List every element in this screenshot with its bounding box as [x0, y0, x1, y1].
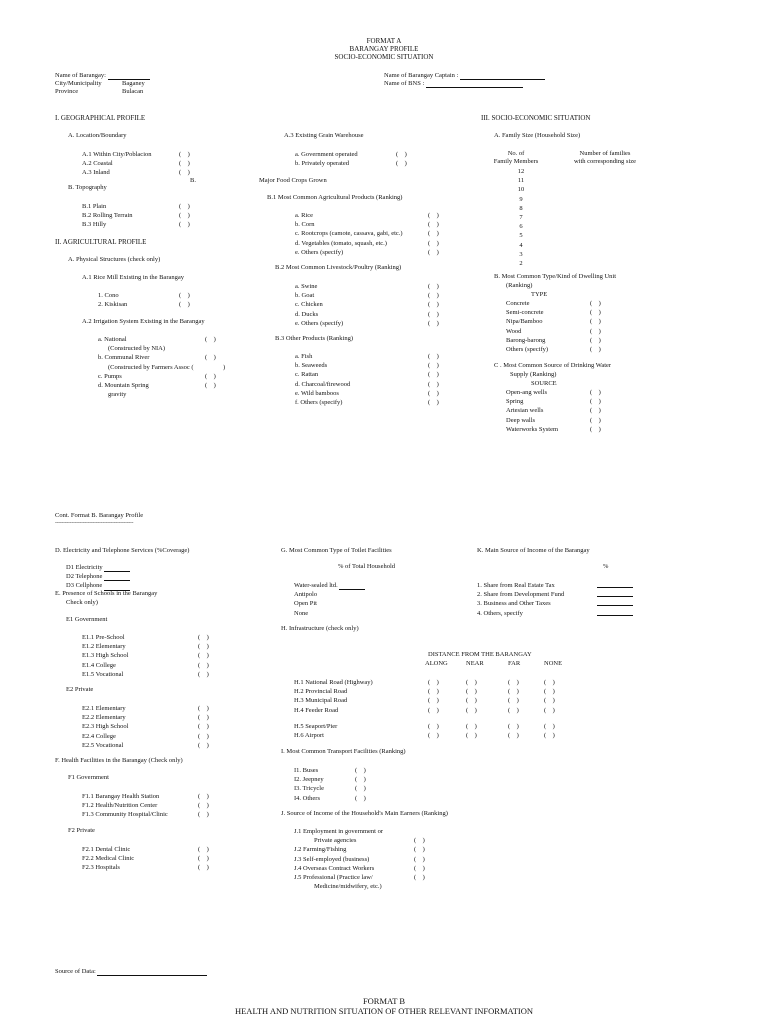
source-field[interactable] [97, 969, 207, 976]
list-item: b. Communal River ( ) [98, 354, 216, 362]
h-col-far: FAR [508, 660, 521, 667]
socio-col1a: No. of [507, 150, 525, 157]
table-row: H.4 Feeder Road ( ) ( ) ( ) ( ) [294, 706, 555, 714]
checkbox[interactable]: ( ) [590, 336, 601, 344]
list-item: Water-sealed ltd. [294, 581, 365, 590]
g-list [294, 581, 365, 618]
mid-b3-list [295, 352, 455, 407]
mid-major: Major Food Crops Grown [259, 177, 327, 184]
list-item: 3. Business and Other Taxes [477, 599, 637, 608]
agri-a1: A.1 Rice Mill Existing in the Barangay [82, 274, 184, 281]
checkbox[interactable]: ( ) [428, 310, 439, 318]
checkbox[interactable]: ( ) [396, 151, 407, 158]
agri-a2-list [98, 335, 238, 399]
checkbox[interactable]: ( ) [355, 794, 366, 802]
checkbox[interactable]: ( ) [428, 239, 439, 247]
list-item: Private agencies ( ) [314, 837, 425, 845]
mid-b1: B.1 Most Common Agricultural Products (Ranking) [267, 194, 403, 201]
checkbox[interactable]: ( ) [414, 874, 425, 882]
checkbox[interactable]: ( ) [179, 292, 190, 299]
checkbox[interactable]: ( ) [198, 714, 209, 722]
socio-b2: (Ranking) [506, 282, 533, 289]
list-item: J.1 Employment in government or [294, 828, 384, 835]
list-item: E2.1 Elementary ( ) [82, 705, 209, 712]
cont-label: Cont. Format B. Barangay Profile [55, 512, 144, 519]
checkbox[interactable]: ( ) [179, 160, 190, 168]
sec-g: G. Most Common Type of Toilet Facilities [281, 547, 392, 554]
family-size-list [511, 167, 531, 268]
list-item: I2. Jeepney ( ) [294, 776, 366, 784]
checkbox[interactable]: ( ) [355, 776, 366, 784]
checkbox[interactable]: ( ) [590, 300, 601, 307]
geo-b-stray: B. [190, 177, 196, 184]
list-item: Barong-barong ( ) [506, 336, 601, 344]
table-row: H.6 Airport ( ) ( ) ( ) ( ) [294, 732, 555, 740]
list-item: Artesian wells ( ) [506, 407, 601, 415]
list-item: B.2 Rolling Terrain ( ) [82, 212, 190, 220]
percent-field[interactable] [597, 590, 633, 597]
list-item: 4. Others, specify [477, 609, 637, 618]
list-item: B.3 Hilly ( ) [82, 221, 190, 229]
checkbox[interactable]: ( ) [179, 221, 190, 229]
size-row: 2 [519, 260, 523, 268]
checkbox[interactable]: ( ) [544, 697, 555, 705]
list-item: D1 Electricity [66, 563, 130, 572]
size-row: 6 [519, 223, 523, 231]
checkbox[interactable]: ( ) [428, 371, 439, 379]
list-item: b. Goat ( ) [295, 292, 439, 300]
list-item: f. Others (specify) ( ) [295, 399, 439, 407]
list-item: J.4 Overseas Contract Workers ( ) [294, 864, 425, 872]
barangay-name-field[interactable] [108, 73, 150, 80]
province-label: Province [55, 88, 79, 95]
checkbox[interactable]: ( ) [508, 688, 519, 696]
checkbox[interactable]: ( ) [205, 382, 216, 390]
list-item: None [294, 609, 309, 617]
checkbox[interactable]: ( ) [544, 723, 555, 730]
checkbox[interactable]: ( ) [590, 389, 601, 396]
list-item: E1.1 Pre-School ( ) [82, 634, 209, 641]
checkbox[interactable]: ( ) [428, 732, 439, 740]
list-item: Medicine/midwifery, etc.) [314, 883, 382, 891]
list-item: a. Government operated ( ) [295, 151, 407, 158]
checkbox[interactable]: ( ) [198, 670, 209, 678]
cont-dash: ------------------------------------------------ [55, 520, 134, 526]
checkbox[interactable]: ( ) [466, 697, 477, 705]
f1-list [82, 792, 232, 820]
sec-e2: Check only) [66, 599, 98, 606]
socio-col2b: with corresponding size [573, 158, 637, 165]
checkbox[interactable]: ( ) [428, 706, 439, 714]
checkbox[interactable]: ( ) [428, 389, 439, 397]
list-item: c. Chicken ( ) [295, 301, 439, 309]
checkbox[interactable]: ( ) [466, 688, 477, 696]
list-item: I4. Others ( ) [294, 794, 366, 802]
size-row: 8 [519, 204, 523, 212]
checkbox[interactable]: ( ) [590, 407, 601, 415]
checkbox[interactable]: ( ) [428, 292, 439, 300]
geo-a: A. Location/Boundary [68, 132, 127, 139]
mid-b1-list [295, 211, 455, 257]
mid-b2-list [295, 282, 455, 328]
list-item: e. Others (specify) ( ) [295, 319, 439, 327]
checkbox[interactable]: ( ) [428, 283, 439, 290]
list-item: e. Wild bamboos ( ) [295, 389, 439, 397]
k-list [477, 581, 637, 618]
table-row: H.5 Seaport/Pier ( ) ( ) ( ) ( ) [294, 723, 555, 730]
checkbox[interactable]: ( ) [428, 688, 439, 696]
checkbox[interactable]: ( ) [198, 802, 209, 810]
checkbox[interactable]: ( ) [198, 652, 209, 660]
agri-a: A. Physical Structures (check only) [68, 256, 161, 263]
checkbox[interactable]: ( ) [544, 688, 555, 696]
socio-b: B. Most Common Type/Kind of Dwelling Unit [494, 273, 617, 280]
captain-field[interactable] [460, 73, 545, 80]
geo-title: I. GEOGRAPHICAL PROFILE [55, 114, 146, 122]
city-value: Baganey [122, 80, 145, 87]
checkbox[interactable]: ( ) [428, 679, 439, 686]
agri-a2: A.2 Irrigation System Existing in the Barangay [82, 318, 205, 325]
list-item: (Constructed by Farmers Assoc ( ) [108, 363, 226, 371]
checkbox[interactable]: ( ) [428, 248, 439, 256]
list-item: I1. Buses ( ) [294, 767, 366, 774]
checkbox[interactable]: ( ) [179, 212, 190, 220]
list-item: D3 Cellphone [66, 581, 130, 590]
e2-list [82, 704, 222, 750]
sec-e: E. Presence of Schools in the Barangay [55, 590, 158, 597]
checkbox[interactable]: ( ) [179, 301, 190, 309]
checkbox[interactable]: ( ) [590, 416, 601, 424]
checkbox[interactable]: ( ) [508, 697, 519, 705]
checkbox[interactable]: ( ) [466, 732, 477, 740]
list-item: gravity [108, 391, 127, 399]
checkbox[interactable]: ( ) [198, 705, 209, 712]
e1-list [82, 633, 222, 679]
list-item: E2.2 Elementary ( ) [82, 714, 209, 722]
sec-f2: F2 Private [68, 827, 95, 834]
list-item: E1.2 Elementary ( ) [82, 643, 209, 651]
checkbox[interactable]: ( ) [396, 160, 407, 168]
bns-label: Name of BNS : [384, 80, 523, 88]
list-item: c. Rootcrops (camote, cassava, gabi, etc.) ( ) [295, 230, 439, 238]
checkbox[interactable]: ( ) [590, 425, 601, 433]
percent-field[interactable] [597, 599, 633, 606]
list-item: (Constructed by NIA) [108, 345, 166, 353]
checkbox[interactable]: ( ) [590, 346, 601, 354]
list-item: A.3 Inland ( ) [82, 169, 190, 177]
sec-e2h: E2 Private [66, 686, 94, 693]
list-item: B.1 Plain ( ) [82, 203, 190, 210]
checkbox[interactable]: ( ) [355, 785, 366, 793]
checkbox[interactable]: ( ) [428, 399, 439, 407]
captain-label: Name of Barangay Captain : [384, 72, 545, 80]
checkbox[interactable]: ( ) [179, 151, 190, 158]
socio-type: TYPE [531, 291, 548, 298]
list-item: a. Rice ( ) [295, 212, 439, 219]
list-item: J.3 Self-employed (business) ( ) [294, 855, 425, 863]
size-row: 4 [519, 241, 523, 249]
socio-col2a: Number of families [579, 150, 631, 157]
h-col-near: NEAR [466, 660, 484, 667]
h-list [294, 678, 574, 715]
checkbox[interactable]: ( ) [466, 679, 477, 686]
list-item: A.1 Within City/Poblacion ( ) [82, 151, 190, 158]
percent-field[interactable] [597, 609, 633, 616]
list-item: F2.3 Hospitals ( ) [82, 864, 209, 872]
bns-field[interactable] [426, 81, 523, 88]
checkbox[interactable]: ( ) [198, 723, 209, 731]
table-row: H.2 Provincial Road ( ) ( ) ( ) ( ) [294, 688, 555, 696]
list-item: a. National ( ) [98, 336, 216, 343]
list-item: 2. Share from Development Fund [477, 590, 637, 599]
checkbox[interactable]: ( ) [508, 706, 519, 714]
list-item: D2 Telephone [66, 572, 130, 581]
percent-field[interactable] [597, 581, 633, 588]
list-item: Others (specify) ( ) [506, 346, 601, 354]
list-item: Semi-concrete ( ) [506, 309, 601, 317]
checkbox[interactable]: ( ) [414, 855, 425, 863]
list-item: J.5 Professional (Practice law/ ( ) [294, 874, 425, 882]
agri-a1-list [98, 291, 218, 309]
checkbox[interactable]: ( ) [198, 732, 209, 740]
checkbox[interactable]: ( ) [198, 661, 209, 669]
format-label: FORMAT A [366, 37, 402, 45]
h-list-2 [294, 722, 574, 740]
checkbox[interactable]: ( ) [198, 741, 209, 749]
sec-d: D. Electricity and Telephone Services (%Coverage) [55, 547, 190, 554]
list-item: Nipa/Bamboo ( ) [506, 318, 601, 326]
sec-j: J. Source of Income of the Household's Main Earners (Ranking) [281, 810, 448, 817]
checkbox[interactable]: ( ) [428, 221, 439, 229]
list-item: E1.3 High School ( ) [82, 652, 209, 660]
list-item: c. Rattan ( ) [295, 371, 439, 379]
socio-a: A. Family Size (Household Size) [494, 132, 581, 139]
list-item: Waterworks System ( ) [506, 425, 601, 433]
checkbox[interactable]: ( ) [179, 203, 190, 210]
agri-title: II. AGRICULTURAL PROFILE [55, 238, 147, 246]
checkbox[interactable]: ( ) [508, 732, 519, 740]
checkbox[interactable]: ( ) [428, 362, 439, 370]
list-item: F1.3 Community Hospital/Clinic ( ) [82, 811, 209, 819]
checkbox[interactable]: ( ) [428, 380, 439, 388]
checkbox[interactable]: ( ) [508, 679, 519, 686]
socio-col1b: Family Members [493, 158, 539, 165]
checkbox[interactable]: ( ) [428, 230, 439, 238]
sec-g-col: % of Total Household [338, 563, 396, 570]
checkbox[interactable]: ( ) [590, 398, 601, 406]
size-row: 11 [517, 177, 525, 185]
dwelling-list [506, 299, 626, 354]
list-item: F2.1 Dental Clinic ( ) [82, 846, 209, 853]
sec-e1: E1 Government [66, 616, 108, 623]
list-item: b. Privately operated ( ) [295, 160, 407, 168]
checkbox[interactable]: ( ) [544, 679, 555, 686]
checkbox[interactable]: ( ) [205, 354, 216, 362]
sec-k-pct: % [603, 563, 609, 570]
size-row: 10 [517, 186, 525, 194]
i-list [294, 766, 394, 803]
checkbox[interactable]: ( ) [414, 846, 425, 854]
list-item: d. Charcoal/firewood ( ) [295, 380, 439, 388]
j-list [294, 827, 444, 891]
checkbox[interactable]: ( ) [205, 372, 216, 380]
size-row: 5 [519, 232, 523, 240]
list-item: a. Swine ( ) [295, 283, 439, 290]
list-item: A.2 Coastal ( ) [82, 160, 190, 168]
list-item: Open-ang wells ( ) [506, 389, 601, 396]
checkbox[interactable]: ( ) [466, 706, 477, 714]
list-item: d. Ducks ( ) [295, 310, 439, 318]
size-row: 9 [519, 195, 523, 203]
list-item: e. Others (specify) ( ) [295, 248, 439, 256]
list-item: Concrete ( ) [506, 300, 601, 307]
list-item: 1. Cono ( ) [98, 292, 190, 299]
checkbox[interactable]: ( ) [466, 723, 477, 730]
city-label: City/Municipality [55, 80, 102, 87]
checkbox[interactable]: ( ) [198, 846, 209, 853]
checkbox[interactable]: ( ) [355, 767, 366, 774]
percent-field[interactable] [104, 565, 130, 572]
mid-b3: B.3 Other Products (Ranking) [275, 335, 353, 342]
list-item: E2.5 Vocational ( ) [82, 741, 209, 749]
checkbox[interactable]: ( ) [198, 855, 209, 863]
sec-f1: F1 Government [68, 774, 109, 781]
form-title: BARANGAY PROFILE [349, 45, 419, 53]
checkbox[interactable]: ( ) [428, 353, 439, 360]
checkbox[interactable]: ( ) [428, 301, 439, 309]
size-row: 7 [519, 214, 523, 222]
checkbox[interactable]: ( ) [590, 309, 601, 317]
geo-b-list [82, 202, 202, 230]
d-list [66, 563, 130, 591]
list-item: E2.3 High School ( ) [82, 723, 209, 731]
mid-a3-list [295, 150, 425, 168]
list-item: c. Pumps ( ) [98, 372, 216, 380]
list-item: 2. Kiskisan ( ) [98, 301, 190, 309]
sec-h: H. Infrastructure (check only) [281, 625, 359, 632]
list-item: d. Mountain Spring ( ) [98, 382, 216, 390]
f2-list [82, 845, 232, 873]
table-row: H.3 Municipal Road ( ) ( ) ( ) ( ) [294, 697, 555, 705]
checkbox[interactable]: ( ) [590, 327, 601, 335]
checkbox[interactable]: ( ) [179, 169, 190, 177]
geo-a-list [82, 150, 202, 178]
checkbox[interactable]: ( ) [198, 811, 209, 819]
checkbox[interactable]: ( ) [198, 634, 209, 641]
socio-c2: Supply (Ranking) [510, 371, 557, 378]
sec-k: K. Main Source of Income of the Barangay [477, 547, 590, 554]
list-item: 1. Share from Real Estate Tax [477, 581, 637, 590]
footer-title: HEALTH AND NUTRITION SITUATION OF OTHER RELEVANT INFORMATION [234, 1006, 534, 1016]
checkbox[interactable]: ( ) [414, 837, 425, 845]
list-item: E2.4 College ( ) [82, 732, 209, 740]
mid-a3: A.3 Existing Grain Warehouse [284, 132, 364, 139]
socio-source: SOURCE [531, 380, 557, 387]
table-row: H.1 National Road (Highway) ( ) ( ) ( ) ( ) [294, 679, 555, 686]
list-item: Deep walls ( ) [506, 416, 601, 424]
checkbox[interactable]: ( ) [590, 318, 601, 326]
checkbox[interactable]: ( ) [544, 732, 555, 740]
checkbox[interactable]: ( ) [428, 319, 439, 327]
socio-c: C . Most Common Source of Drinking Water [494, 362, 612, 369]
checkbox[interactable]: ( ) [198, 643, 209, 651]
list-item: F2.2 Medical Clinic ( ) [82, 855, 209, 863]
checkbox[interactable]: ( ) [205, 336, 216, 343]
list-item: Wood ( ) [506, 327, 601, 335]
list-item: F1.2 Health/Nutrition Center ( ) [82, 802, 209, 810]
percent-field[interactable] [339, 583, 365, 590]
size-row: 3 [519, 250, 523, 258]
percent-field[interactable] [104, 574, 130, 581]
size-row: 12 [517, 168, 525, 175]
list-item: b. Corn ( ) [295, 221, 439, 229]
sec-h-dist: DISTANCE FROM THE BARANGAY [428, 651, 532, 658]
geo-b: B. Topography [68, 184, 107, 191]
checkbox[interactable]: ( ) [428, 697, 439, 705]
province-value: Bulacan [122, 88, 144, 95]
h-col-none: NONE [544, 660, 563, 667]
checkbox[interactable]: ( ) [198, 793, 209, 800]
list-item: J.2 Farming/Fishing ( ) [294, 846, 425, 854]
h-col-along: ALONG [425, 660, 448, 667]
list-item: d. Vegetables (tomato, squash, etc.) ( ) [295, 239, 439, 247]
checkbox[interactable]: ( ) [428, 212, 439, 219]
list-item: Spring ( ) [506, 398, 601, 406]
sec-f: F. Health Facilities in the Barangay (Check only) [55, 757, 183, 764]
mid-b2: B.2 Most Common Livestock/Poultry (Ranking) [275, 264, 402, 271]
checkbox[interactable]: ( ) [198, 864, 209, 872]
checkbox[interactable]: ( ) [428, 723, 439, 730]
list-item: E1.5 Vocational ( ) [82, 670, 209, 678]
socio-title: III. SOCIO-ECONOMIC SITUATION [481, 114, 591, 122]
list-item: E1.4 College ( ) [82, 661, 209, 669]
footer-format: FORMAT B [362, 996, 406, 1006]
form-subtitle: SOCIO-ECONOMIC SITUATION [334, 53, 434, 61]
list-item: I3. Tricycle ( ) [294, 785, 366, 793]
sec-i: I. Most Common Transport Facilities (Ranking) [281, 748, 406, 755]
checkbox[interactable]: ( ) [414, 864, 425, 872]
list-item: Antipolo [294, 591, 318, 599]
barangay-name-label: Name of Barangay: [55, 72, 150, 80]
list-item: F1.1 Barangay Health Station ( ) [82, 793, 209, 800]
list-item: Open Pit [294, 600, 317, 608]
source-label: Source of Data: [55, 968, 207, 976]
checkbox[interactable]: ( ) [544, 706, 555, 714]
water-list [506, 388, 626, 434]
list-item: b. Seaweeds ( ) [295, 362, 439, 370]
list-item: a. Fish ( ) [295, 353, 439, 360]
checkbox[interactable]: ( ) [508, 723, 519, 730]
